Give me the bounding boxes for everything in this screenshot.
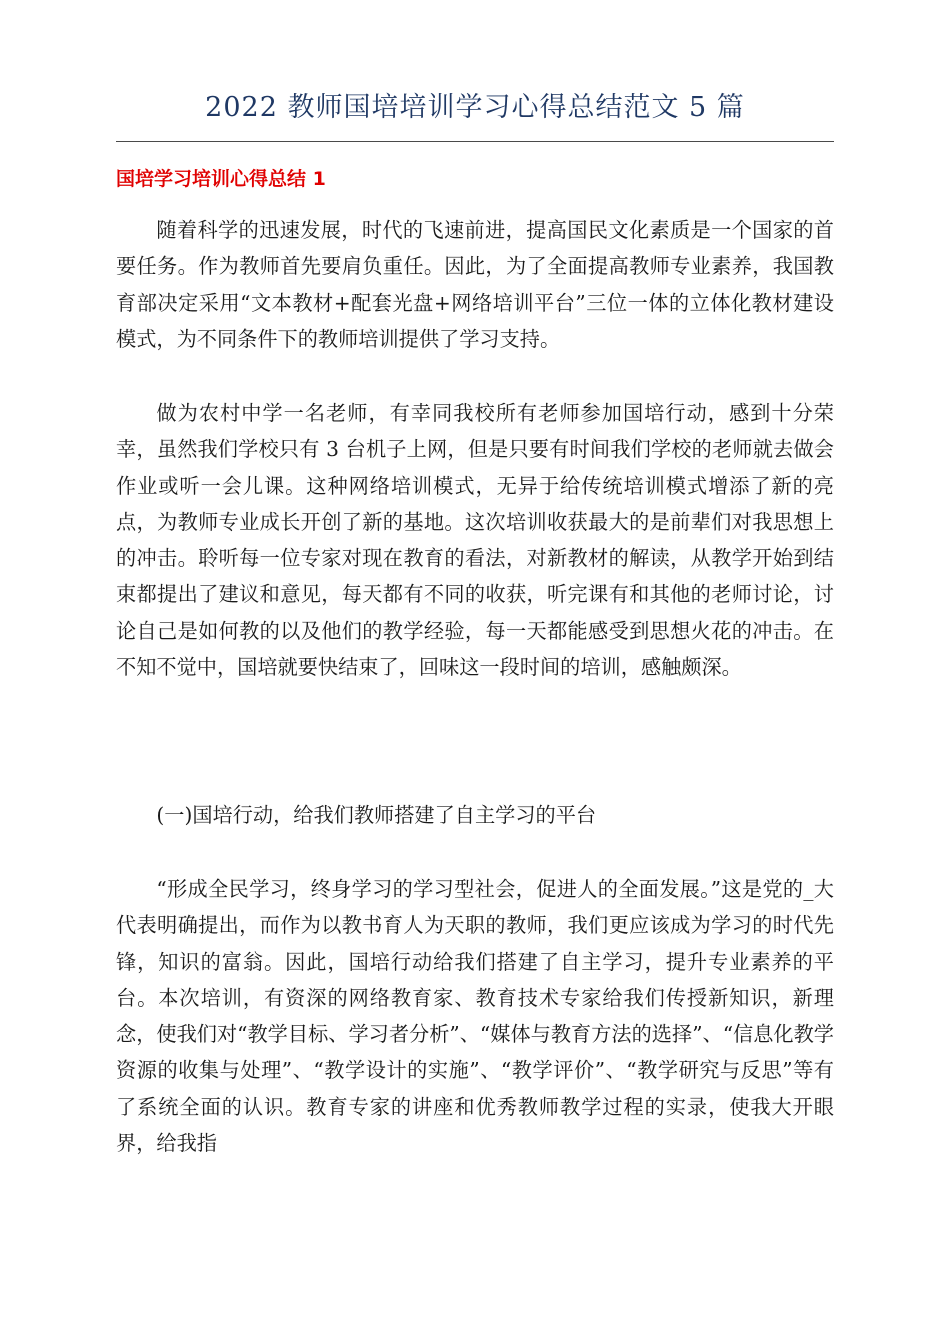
- body-paragraph-3: “形成全民学习，终身学习的学习型社会，促进人的全面发展。”这是党的_大代表明确提出，而作为以教书育人为天职的教师，我们更应该成为学习的时代先锋，知识的富翁。因此，国培行动给我们搭建了自主学习，提升专业素养的平台。本次培训，有资深的网络教育家、教育技术专家给我们传授新知识，新理念，使我们对“教学目标、学习者分析”、“媒体与教育方法的选择”、“信息化教学资源的收集与处理”、“教学设计的实施”、“教学评价”、“教学研究与反思”等有了系统全面的认识。教育专家的讲座和优秀教师教学过程的实录，使我大开眼界，给我指: [116, 877, 834, 1156]
- body-paragraph-1: 随着科学的迅速发展，时代的飞速前进，提高国民文化素质是一个国家的首要任务。作为教师首先要肩负重任。因此，为了全面提高教师专业素养，我国教育部决定采用“文本教材+配套光盘+网络培训平台”三位一体的立体化教材建设模式，为不同条件下的教师培训提供了学习支持。: [116, 218, 834, 351]
- body-paragraph-2: 做为农村中学一名老师，有幸同我校所有老师参加国培行动，感到十分荣幸，虽然我们学校只有 3 台机子上网，但是只要有时间我们学校的老师就去做会作业或听一会儿课。这种网络培训模式，无异于给传统培训模式增添了新的亮点，为教师专业成长开创了新的基地。这次培训收获最大的是前辈们对我思想上的冲击。聆听每一位专家对现在教育的看法，对新教材的解读，从教学开始到结束都提出了建议和意见，每天都有不同的收获，听完课有和其他的老师讨论，讨论自己是如何教的以及他们的教学经验，每一天都能感受到思想火花的冲击。在不知不觉中，国培就要快结束了，回味这一段时间的培训，感触颇深。: [116, 401, 834, 680]
- title-divider: [116, 141, 834, 142]
- section-heading: 国培学习培训心得总结 1: [116, 168, 326, 190]
- subheading-paragraph: (一)国培行动，给我们教师搭建了自主学习的平台: [156, 803, 597, 827]
- document-title: 2022 教师国培培训学习心得总结范文 5 篇: [205, 92, 745, 123]
